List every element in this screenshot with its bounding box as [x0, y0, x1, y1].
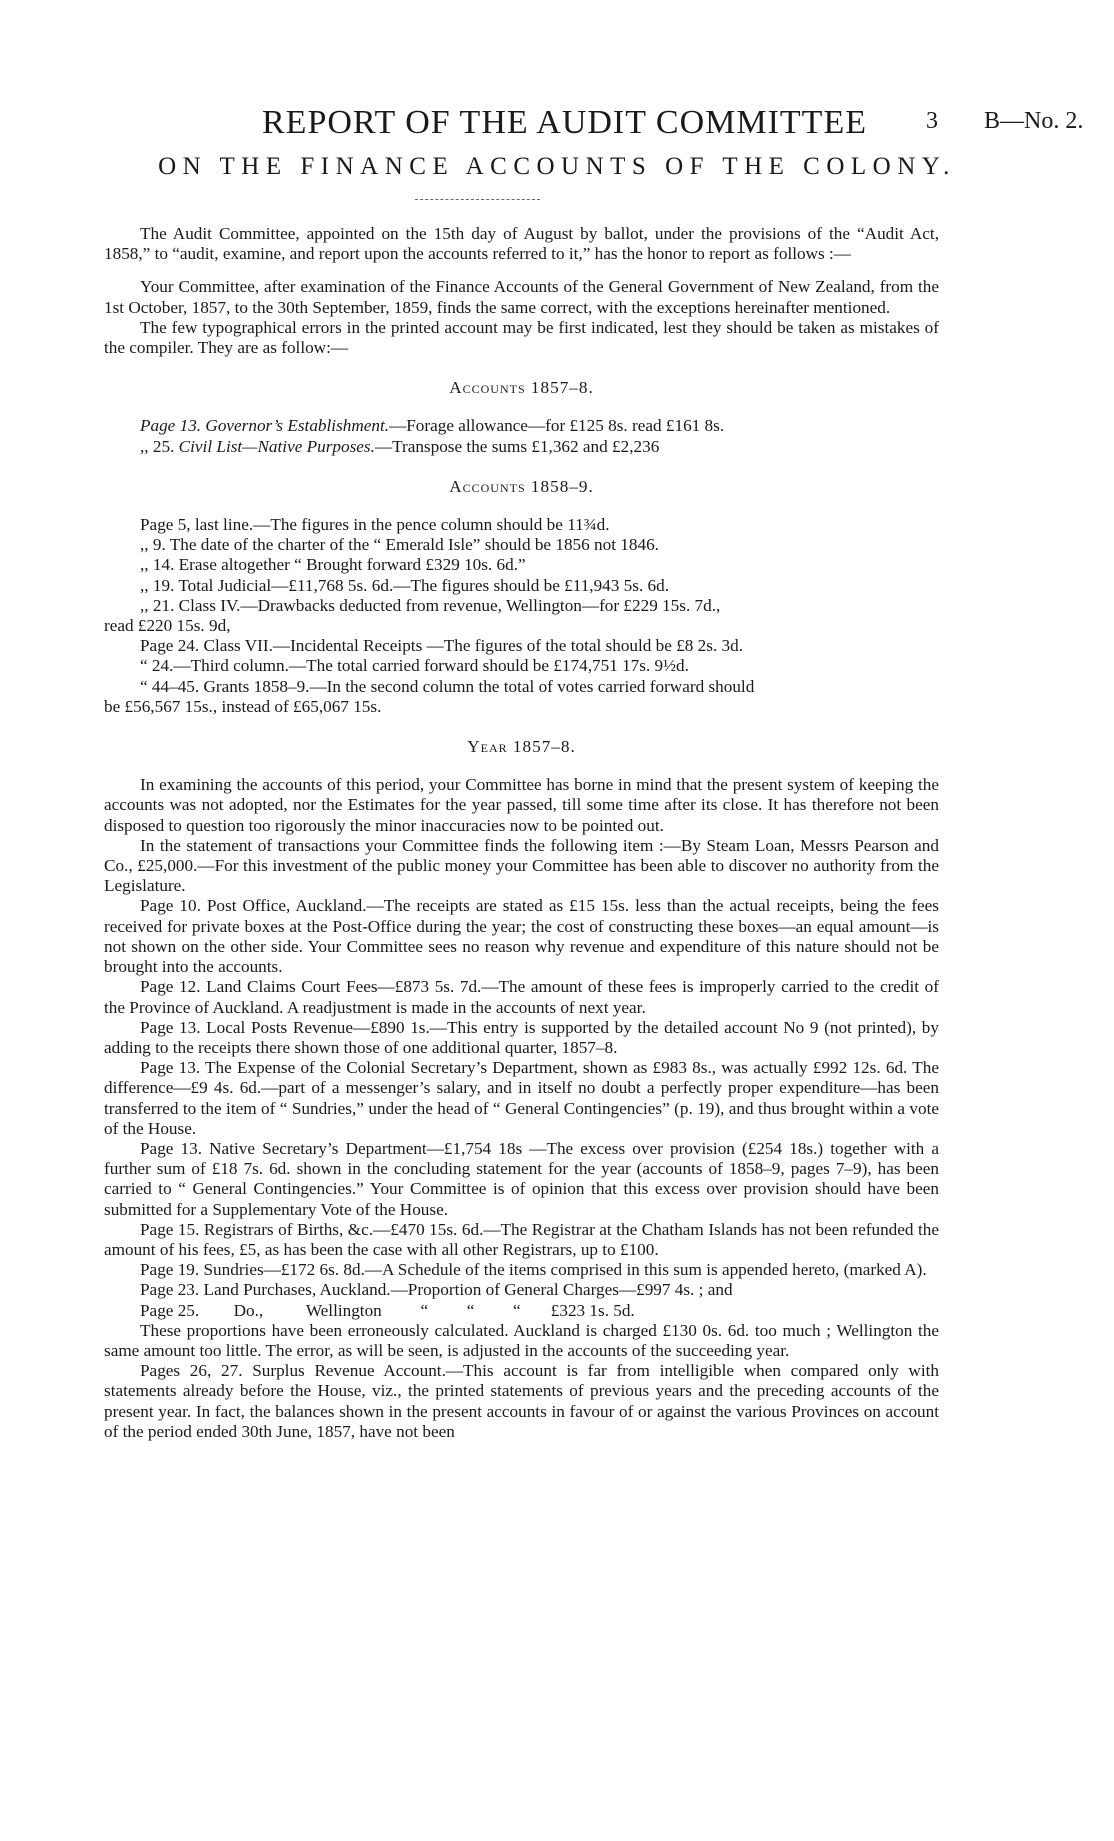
erratum-item: Page 5, last line.—The figures in the pence column should be 11¾d. [140, 515, 610, 535]
erratum-item: ,, 14. Erase altogether “ Brought forward £329 10s. 6d.” [140, 555, 526, 575]
erratum-item-continuation: read £220 15s. 9d, [104, 616, 231, 636]
body-paragraph: Page 19. Sundries—£172 6s. 8d.—A Schedule of the items comprised in this sum is appended hereto, (marked A). [140, 1260, 927, 1280]
erratum-item-continuation: be £56,567 15s., instead of £65,067 15s. [104, 696, 382, 716]
body-paragraph: Page 12. Land Claims Court Fees—£873 5s. 7d.—The amount of these fees is improperly carried to the credit of the Province of Auckland. A readjustment is made in the accounts of next year. [104, 977, 939, 1017]
erratum-item: ,, 25. Civil List—Native Purposes.—Transpose the sums £1,362 and £2,236 [140, 436, 660, 456]
body-paragraph: Page 13. Local Posts Revenue—£890 1s.—This entry is supported by the detailed account No 9 (not printed), by adding to the receipts there shown those of one additional quarter, 1857–8. [104, 1017, 939, 1057]
body-paragraph: Page 10. Post Office, Auckland.—The receipts are stated as £15 15s. less than the actual receipts, being the fees received for private boxes at the Post-Office during the year; the cost of constructing these boxes—an equal amount—is not shown on the other side. Your Committee sees no reason why revenue and expenditure of this nature should not be brought into the accounts. [104, 896, 939, 977]
body-paragraph: In examining the accounts of this period, your Committee has borne in mind that the present system of keeping the accounts was not adopted, nor the Estimates for the year passed, till some time after its close. It has therefore not been disposed to question too rigorously the minor inaccuracies now to be pointed out. [104, 775, 939, 835]
page-number: 3 [926, 108, 938, 134]
body-paragraph: Page 23. Land Purchases, Auckland.—Proportion of General Charges—£997 4s. ; and [140, 1280, 733, 1300]
erratum-item: ,, 19. Total Judicial—£11,768 5s. 6d.—The figures should be £11,943 5s. 6d. [140, 575, 670, 595]
page-subtitle: ON THE FINANCE ACCOUNTS OF THE COLONY. [158, 153, 956, 180]
body-paragraph: Page 25. Do., Wellington “ “ “ £323 1s. 5d. [140, 1300, 635, 1320]
erratum-item: Page 24. Class VII.—Incidental Receipts —The figures of the total should be £8 2s. 3d. [140, 636, 744, 656]
report-body [104, 224, 939, 1442]
erratum-item: ,, 21. Class IV.—Drawbacks deducted from revenue, Wellington—for £229 15s. 7d., [140, 595, 721, 615]
body-paragraph: Page 13. Native Secretary’s Department—£1,754 18s —The excess over provision (£254 18s.) together with a further sum of £18 7s. 6d. shown in the concluding statement for the year (accounts of 1858–9, pages 7–9), has been carried to “ General Contingencies.” Your Committee is of opinion that this excess over provision should have been submitted for a Supplementary Vote of the House. [104, 1138, 939, 1219]
page-header [0, 104, 1114, 144]
body-paragraph: These proportions have been erroneously calculated. Auckland is charged £130 0s. 6d. too much ; Wellington the same amount too little. The error, as will be seen, is adjusted in the accounts of the succeeding year. [104, 1320, 939, 1360]
intro-paragraph: The Audit Committee, appointed on the 15th day of August by ballot, under the provisions of the “Audit Act, 1858,” to “audit, examine, and report upon the accounts referred to it,” has the honor to report as follows :— [104, 224, 939, 264]
intro-paragraph: The few typographical errors in the printed account may be first indicated, lest they should be taken as mistakes of the compiler. They are as follow:— [104, 317, 939, 358]
body-paragraph: Pages 26, 27. Surplus Revenue Account.—This account is far from intelligible when compared only with statements already before the House, viz., the printed statements of previous years and the preceding accounts of the present year. In fact, the balances shown in the present accounts in favour of or against the various Provinces on account of the period ended 30th June, 1857, have not been [104, 1361, 939, 1441]
body-paragraph: In the statement of transactions your Committee finds the following item :—By Steam Loan, Messrs Pearson and Co., £25,000.—For this investment of the public money your Committee has been able to discover no authority from the Legislature. [104, 835, 939, 896]
erratum-item: “ 44–45. Grants 1858–9.—In the second column the total of votes carried forward should [140, 676, 755, 696]
erratum-item: ,, 9. The date of the charter of the “ Emerald Isle” should be 1856 not 1846. [140, 535, 659, 555]
body-paragraph: Page 15. Registrars of Births, &c.—£470 15s. 6d.—The Registrar at the Chatham Islands has not been refunded the amount of his fees, £5, as has been the case with all other Registrars, up to £100. [104, 1219, 939, 1259]
section-heading-accounts-1857: Accounts 1857–8. [449, 378, 594, 398]
session-paper-number: B—No. 2. [984, 108, 1084, 134]
section-heading-year-1857: Year 1857–8. [467, 737, 576, 757]
title-rule [415, 199, 540, 200]
body-paragraph: Page 13. The Expense of the Colonial Secretary’s Department, shown as £983 8s., was actually £992 12s. 6d. The difference—£9 4s. 6d.—part of a messenger’s salary, and in itself no doubt a perfectly proper expenditure—has been transferred to the item of “ Sundries,” under the head of “ General Contingencies” (p. 19), and thus brought within a vote of the House. [104, 1058, 939, 1138]
intro-paragraph: Your Committee, after examination of the Finance Accounts of the General Government of New Zealand, from the 1st October, 1857, to the 30th September, 1859, finds the same correct, with the exceptions hereinafter mentioned. [104, 277, 939, 317]
erratum-item: “ 24.—Third column.—The total carried forward should be £174,751 17s. 9½d. [140, 656, 689, 676]
erratum-item: Page 13. Governor’s Establishment.—Forage allowance—for £125 8s. read £161 8s. [140, 416, 725, 436]
section-heading-accounts-1858: Accounts 1858–9. [449, 476, 594, 496]
page-title: REPORT OF THE AUDIT COMMITTEE [262, 104, 867, 141]
